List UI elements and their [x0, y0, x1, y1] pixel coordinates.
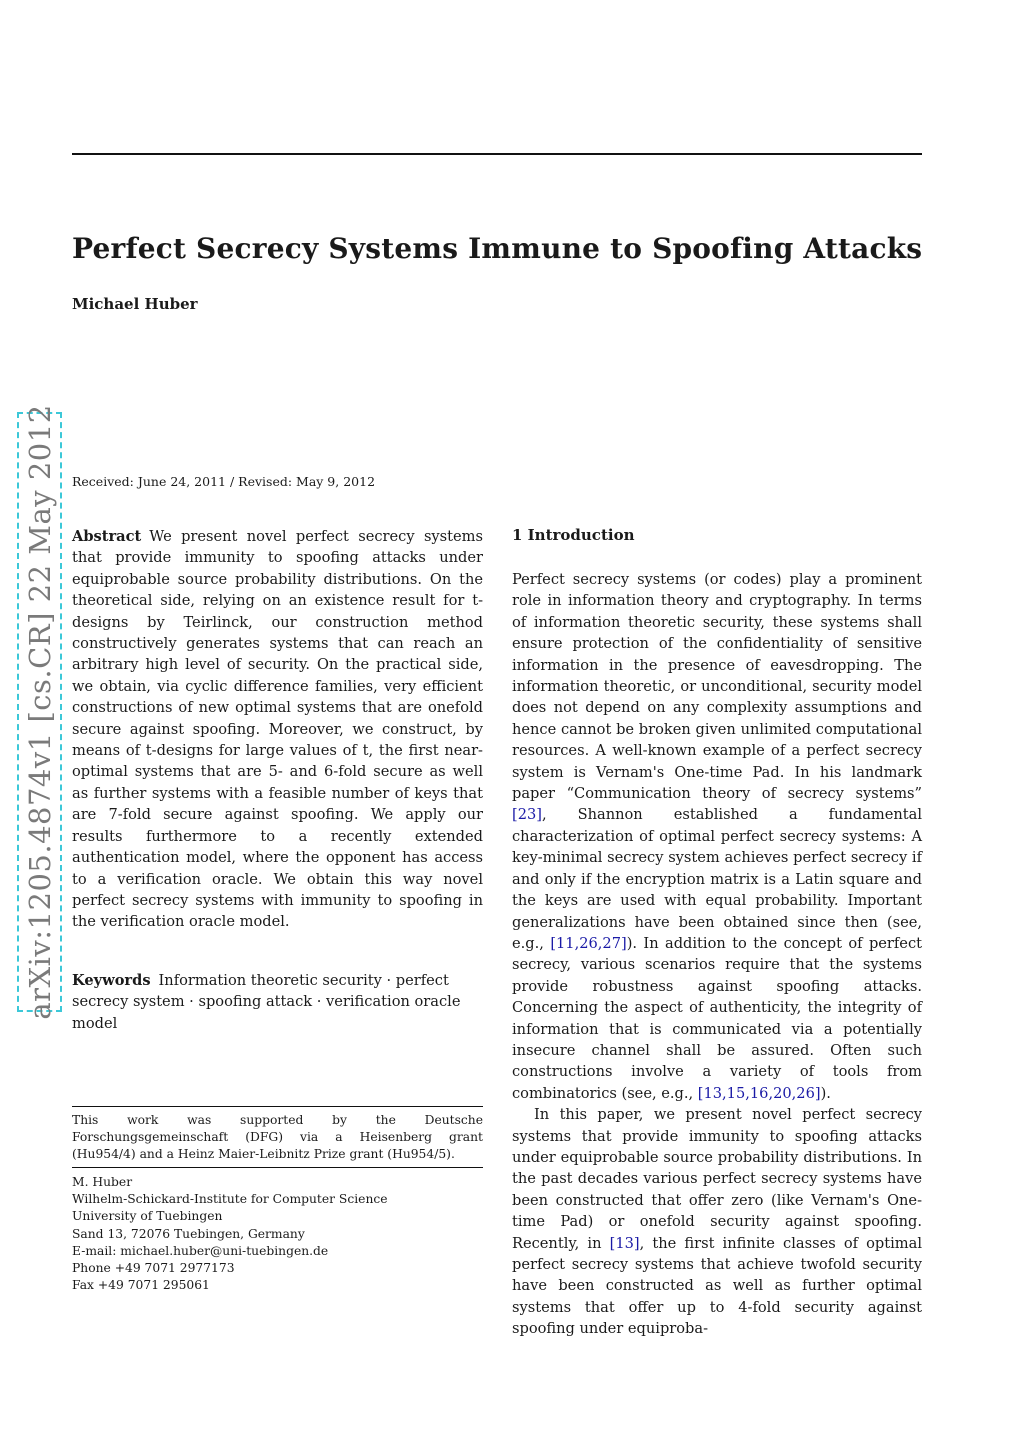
citation-link[interactable]: [11,26,27]: [550, 934, 627, 952]
intro-paragraph-2: [512, 1104, 922, 1339]
funding-footnote: This work was supported by the Deutsche Forschungsgemeinschaft (DFG) via a Heisenberg grant (Hu954/4) and a Heinz Maier-Leibnitz Prize grant (Hu954/5).: [72, 1113, 483, 1162]
keywords: [72, 970, 483, 1034]
intro-paragraph-1: [512, 569, 922, 1104]
intro-p1-text-a: Perfect secrecy systems (or codes) play a prominent role in information theory and cryptography. In terms of information theoretic security, these systems shall ensure protection of the confidentiality of sensitive information in the presence of eavesdropping. The information theoretic, or unconditional, security model does not depend on any complexity assumptions and hence cannot be broken given unlimited computational resources. A well-known example of a perfect secrecy system is Vernam's One-time Pad. In his landmark paper “Communication theory of secrecy systems”: [512, 571, 922, 803]
arxiv-stamp[interactable]: arXiv:1205.4874v1 [cs.CR] 22 May 2012: [23, 404, 57, 1020]
received-dates: Received: June 24, 2011 / Revised: May 9, 2012: [72, 474, 376, 489]
intro-p1-text-d: ).: [820, 1084, 831, 1102]
intro-p2-text-b: , the first infinite classes of optimal perfect secrecy systems that achieve twofold security have been constructed as well as further optimal systems that offer up to 4-fold security against spoofing under equiproba-: [512, 1234, 922, 1338]
address-university: University of Tuebingen: [72, 1209, 223, 1224]
introduction-body: [512, 569, 922, 1340]
citation-link[interactable]: [13,15,16,20,26]: [697, 1084, 821, 1102]
footnote-rule: [72, 1106, 483, 1107]
abstract-label: Abstract: [72, 528, 142, 545]
abstract-text: We present novel perfect secrecy systems that provide immunity to spoofing attacks under equiprobable source probability distributions. On the theoretical side, relying on an existence result for t-designs by Teirlinck, our construction method constructively generates systems that can reach an arbitrary high level of security. On the practical side, we obtain, via cyclic difference families, very efficient constructions of new optimal systems that are onefold secure against spoofing. Moreover, we construct, by means of t-designs for large values of t, the first near-optimal systems that are 5- and 6-fold secure as well as further systems with a feasible number of keys that are 7-fold secure against spoofing. We apply our results furthermore to a recently extended authentication model, where the opponent has access to a verification oracle. We obtain this way novel perfect secrecy systems with immunity to spoofing in the verification oracle model.: [72, 528, 483, 931]
author-address: [72, 1174, 483, 1294]
address-name: M. Huber: [72, 1175, 133, 1189]
address-phone: Phone +49 7071 2977173: [72, 1261, 235, 1276]
intro-p1-text-c: ). In addition to the concept of perfect secrecy, various scenarios require that the systems provide robustness against spoofing attacks. Concerning the aspect of authenticity, the integrity of information that is communicated via a potentially insecure channel shall be assured. Often such constructions involve a variety of tools from combinatorics (see, e.g.,: [512, 934, 922, 1102]
intro-p2-text-a: In this paper, we present novel perfect secrecy systems that provide immunity to spoofing attacks under equiprobable source probability distributions. In the past decades various perfect secrecy systems have been constructed that offer zero (like Vernam's One-time Pad) or onefold security against spoofing. Recently, in: [512, 1106, 922, 1252]
address-street: Sand 13, 72076 Tuebingen, Germany: [72, 1226, 305, 1241]
citation-link[interactable]: [23]: [512, 806, 542, 824]
intro-p1-text-b: , Shannon established a fundamental characterization of optimal perfect secrecy systems: A key-minimal secrecy system achieves perfect secrecy if and only if the encryption matrix is a Latin square and the keys are used with equal probability. Important generalizations have been obtained since then (see, e.g.,: [512, 806, 922, 952]
abstract: [72, 526, 483, 933]
keywords-text: Information theoretic security · perfect secrecy system · spoofing attack · verification oracle model: [72, 972, 461, 1032]
keywords-label: Keywords: [72, 972, 151, 989]
address-institute: Wilhelm-Schickard-Institute for Computer Science: [72, 1192, 388, 1207]
header-rule: [72, 153, 922, 155]
paper-title: Perfect Secrecy Systems Immune to Spoofing Attacks: [72, 232, 923, 265]
citation-link[interactable]: [13]: [609, 1234, 640, 1252]
section-heading-introduction: 1 Introduction: [512, 526, 635, 544]
address-rule: [72, 1167, 483, 1168]
author-name: Michael Huber: [72, 295, 198, 313]
address-email[interactable]: E-mail: michael.huber@uni-tuebingen.de: [72, 1243, 329, 1258]
address-fax: Fax +49 7071 295061: [72, 1278, 210, 1293]
